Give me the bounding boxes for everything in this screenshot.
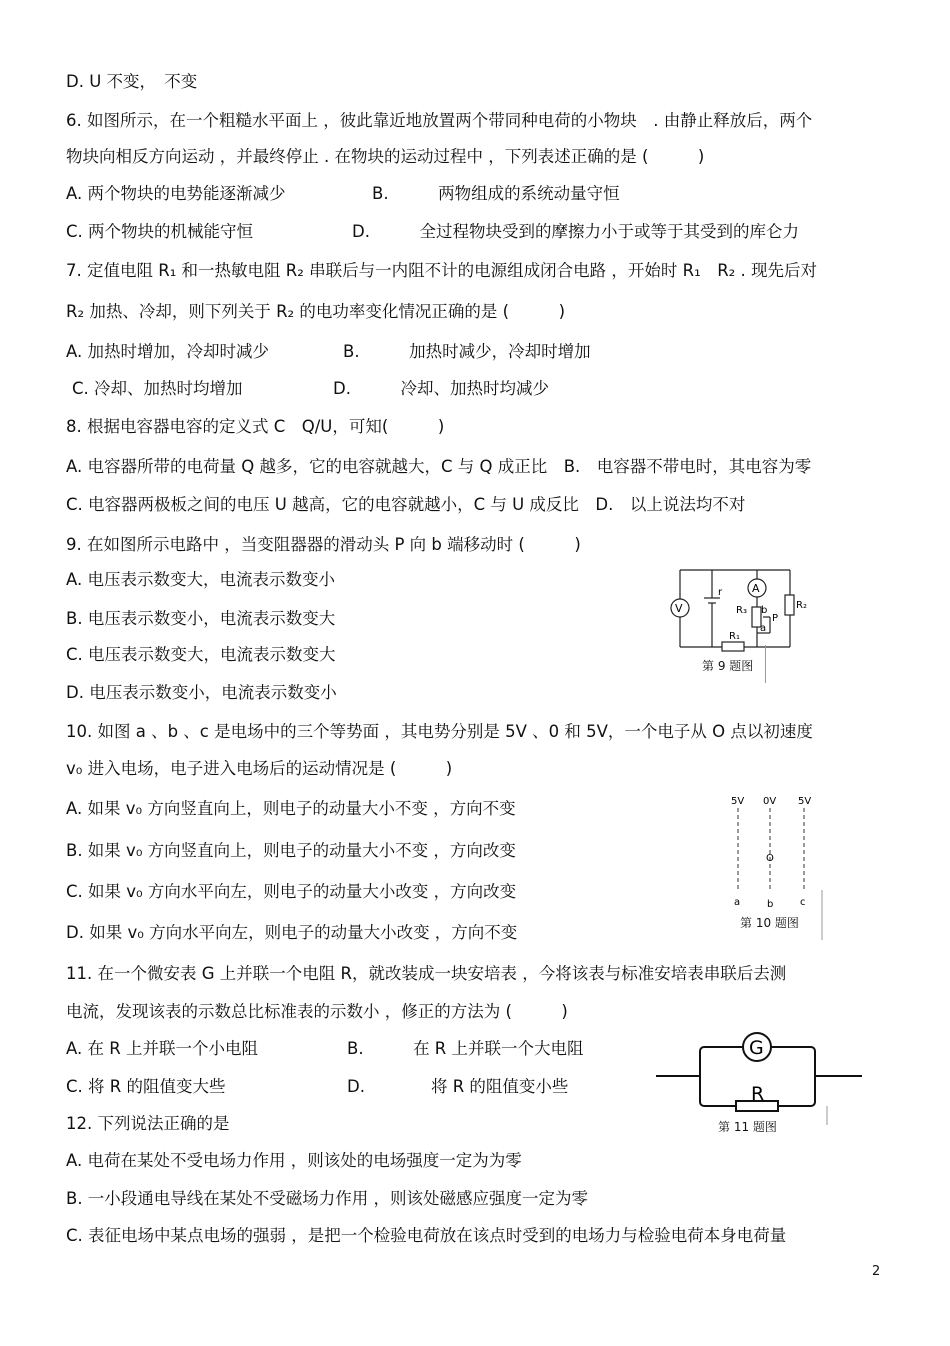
- text-line-l26: C. 如果 v₀ 方向水平向左，则电子的动量大小改变 ，方向改变: [66, 882, 517, 901]
- text-line-l31: B. 在 R 上并联一个大电阻: [347, 1039, 584, 1058]
- fig9-r-label: r: [718, 587, 723, 598]
- figure-11-caption: 第 11 题图: [718, 1120, 777, 1134]
- fig10-b-label: b: [767, 899, 774, 910]
- text-line-l21: D. 电压表示数变小，电流表示数变小: [66, 683, 337, 702]
- text-line-l03: 物块向相反方向运动 ，并最终停止 . 在物块的运动过程中 ，下列表述正确的是 ( ): [66, 147, 705, 166]
- fig9-a-label: a: [760, 623, 767, 634]
- text-line-l05: B. 两物组成的系统动量守恒: [372, 184, 620, 203]
- text-line-l12: C. 冷却、加热时均增加: [72, 379, 243, 398]
- text-line-l22: 10. 如图 a 、b 、c 是电场中的三个等势面 ，其电势分别是 5V 、0 和 5V，一个电子从 O 点以初速度: [66, 722, 813, 741]
- text-line-l29: 电流，发现该表的示数总比标准表的示数小 ，修正的方法为 ( ): [66, 1002, 568, 1021]
- text-line-l19: B. 电压表示数变小，电流表示数变大: [66, 609, 336, 628]
- fig9-b-label: b: [761, 605, 768, 616]
- text-line-l15: A. 电容器所带的电荷量 Q 越多，它的电容就越大，C 与 Q 成正比 B. 电容器不带电时，其电容为零: [66, 457, 812, 476]
- text-line-l37: C. 表征电场中某点电场的强弱 ，是把一个检验电荷放在该点时受到的电场力与检验电荷本身电荷量: [66, 1226, 787, 1245]
- figure-11-circuit: [652, 1030, 867, 1125]
- page-number: 2: [872, 1264, 881, 1279]
- text-line-l06: C. 两个物块的机械能守恒: [66, 222, 254, 241]
- text-line-l30: A. 在 R 上并联一个小电阻: [66, 1039, 258, 1058]
- text-line-l09: R₂ 加热、冷却，则下列关于 R₂ 的电功率变化情况正确的是 ( ): [66, 302, 566, 321]
- fig10-o-label: O: [766, 853, 774, 864]
- text-line-l24: A. 如果 v₀ 方向竖直向上，则电子的动量大小不变 ，方向不变: [66, 799, 516, 818]
- fig10-pot-b: 0V: [763, 796, 777, 807]
- figure-9-caption: 第 9 题图: [702, 659, 754, 673]
- text-line-l07: D. 全过程物块受到的摩擦力小于或等于其受到的库仑力: [352, 222, 799, 241]
- text-line-l01: D. U 不变， 不变: [66, 72, 198, 91]
- fig9-r3-label: R₃: [736, 605, 747, 616]
- fig9-r1-label: R₁: [729, 631, 740, 642]
- fig11-r-label: R: [751, 1083, 765, 1105]
- text-line-l11: B. 加热时减少，冷却时增加: [343, 342, 591, 361]
- text-line-l17: 9. 在如图所示电路中 ，当变阻器器的滑动头 P 向 b 端移动时 ( ): [66, 535, 581, 554]
- fig10-pot-c: 5V: [798, 796, 812, 807]
- text-line-l32: C. 将 R 的阻值变大些: [66, 1077, 226, 1096]
- figure-9-bracket: [765, 645, 766, 683]
- text-line-l13: D. 冷却、加热时均减少: [333, 379, 549, 398]
- text-line-l18: A. 电压表示数变大，电流表示数变小: [66, 570, 335, 589]
- text-line-l20: C. 电压表示数变大，电流表示数变大: [66, 645, 336, 664]
- text-line-l16: C. 电容器两极板之间的电压 U 越高，它的电容就越小，C 与 U 成反比 D. 以上说法均不对: [66, 495, 746, 514]
- text-line-l34: 12. 下列说法正确的是: [66, 1114, 230, 1133]
- text-line-l27: D. 如果 v₀ 方向水平向左，则电子的动量大小改变 ，方向不变: [66, 923, 518, 942]
- fig10-pot-a: 5V: [731, 796, 745, 807]
- fig9-p-label: P: [772, 613, 779, 624]
- text-line-l33: D. 将 R 的阻值变小些: [347, 1077, 569, 1096]
- fig9-voltmeter-label: V: [675, 602, 683, 615]
- fig9-ammeter-label: A: [752, 582, 760, 595]
- fig11-g-label: G: [749, 1037, 764, 1059]
- fig10-a-label: a: [734, 897, 741, 908]
- text-line-l36: B. 一小段通电导线在某处不受磁场力作用 ，则该处磁感应强度一定为零: [66, 1189, 589, 1208]
- text-line-l04: A. 两个物块的电势能逐渐减少: [66, 184, 286, 203]
- fig10-c-label: c: [800, 897, 806, 908]
- text-line-l23: v₀ 进入电场，电子进入电场后的运动情况是 ( ): [66, 759, 453, 778]
- text-line-l10: A. 加热时增加，冷却时减少: [66, 342, 269, 361]
- figure-10-caption: 第 10 题图: [740, 916, 799, 930]
- text-line-l08: 7. 定值电阻 R₁ 和一热敏电阻 R₂ 串联后与一内阻不计的电源组成闭合电路 ，开始时 R₁ R₂ . 现先后对: [66, 261, 818, 280]
- text-line-l35: A. 电荷在某处不受电场力作用 ，则该处的电场强度一定为为零: [66, 1151, 522, 1170]
- text-line-l28: 11. 在一个微安表 G 上并联一个电阻 R，就改装成一块安培表 ，今将该表与标准安培表串联后去测: [66, 964, 787, 983]
- fig9-r2-label: R₂: [796, 600, 807, 611]
- text-line-l25: B. 如果 v₀ 方向竖直向上，则电子的动量大小不变 ，方向改变: [66, 841, 516, 860]
- text-line-l14: 8. 根据电容器电容的定义式 C Q/U，可知( ): [66, 417, 445, 436]
- text-line-l02: 6. 如图所示，在一个粗糙水平面上 ，彼此靠近地放置两个带同种电荷的小物块 . 由静止释放后，两个: [66, 111, 813, 130]
